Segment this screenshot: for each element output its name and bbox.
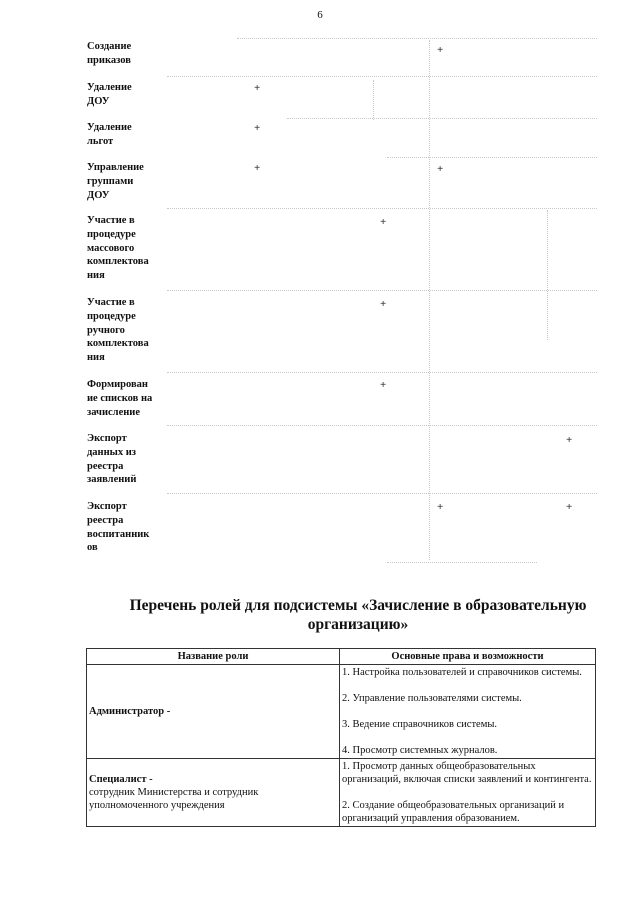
- right-item: 3. Ведение справочников системы.: [342, 719, 498, 730]
- role-title: Специалист -: [89, 774, 153, 785]
- perm-row-label: Экспорт реестра воспитанник ов: [87, 501, 150, 554]
- role-rights-cell: [340, 665, 596, 759]
- perm-mark: +: [437, 501, 444, 513]
- perm-mark: +: [380, 216, 387, 228]
- permissions-matrix: [87, 0, 597, 570]
- perm-mark: +: [437, 44, 444, 56]
- perm-row-label: Создание приказов: [87, 41, 132, 66]
- perm-row-label: Формирован ие списков на зачисление: [87, 379, 153, 418]
- roles-table: [86, 648, 596, 827]
- role-rights-cell: [340, 759, 596, 827]
- right-item: 4. Просмотр системных журналов.: [342, 745, 498, 756]
- role-name-cell: [87, 759, 340, 827]
- perm-row-label: Участие в процедуре массового комплектова ния: [87, 215, 149, 282]
- table-row: [87, 759, 596, 827]
- perm-row-label: Удаление ДОУ: [87, 82, 132, 107]
- perm-mark: +: [254, 162, 261, 174]
- section-title: Перечень ролей для подсистемы «Зачисление в образовательную организацию»: [129, 597, 587, 633]
- perm-row-label: Управление группами ДОУ: [87, 162, 144, 201]
- perm-mark: +: [380, 379, 387, 391]
- page-number: 6: [317, 9, 323, 21]
- role-name-cell: [87, 665, 340, 759]
- perm-mark: +: [566, 434, 573, 446]
- role-title: Администратор -: [89, 706, 171, 717]
- perm-row-label: Участие в процедуре ручного комплектова ния: [87, 297, 149, 364]
- right-item: 2. Создание общеобразовательных организаций и организаций управления образованием.: [342, 800, 565, 824]
- right-item: 1. Настройка пользователей и справочников системы.: [342, 667, 582, 678]
- column-header-rights: Основные права и возможности: [340, 649, 596, 665]
- table-row: [87, 665, 596, 759]
- perm-mark: +: [566, 501, 573, 513]
- right-item: 2. Управление пользователями системы.: [342, 693, 522, 704]
- perm-row-label: Экспорт данных из реестра заявлений: [87, 433, 137, 486]
- column-header-role-name: Название роли: [87, 649, 340, 665]
- right-item: 1. Просмотр данных общеобразовательных организаций, включая списки заявлений и контингента.: [342, 761, 592, 785]
- perm-mark: +: [254, 122, 261, 134]
- perm-mark: +: [380, 298, 387, 310]
- perm-mark: +: [254, 82, 261, 94]
- perm-row-label: Удаление льгот: [87, 122, 132, 147]
- role-description: сотрудник Министерства и сотрудник уполномоченного учреждения: [89, 787, 259, 811]
- roles-table-header: [87, 649, 596, 665]
- perm-mark: +: [437, 163, 444, 175]
